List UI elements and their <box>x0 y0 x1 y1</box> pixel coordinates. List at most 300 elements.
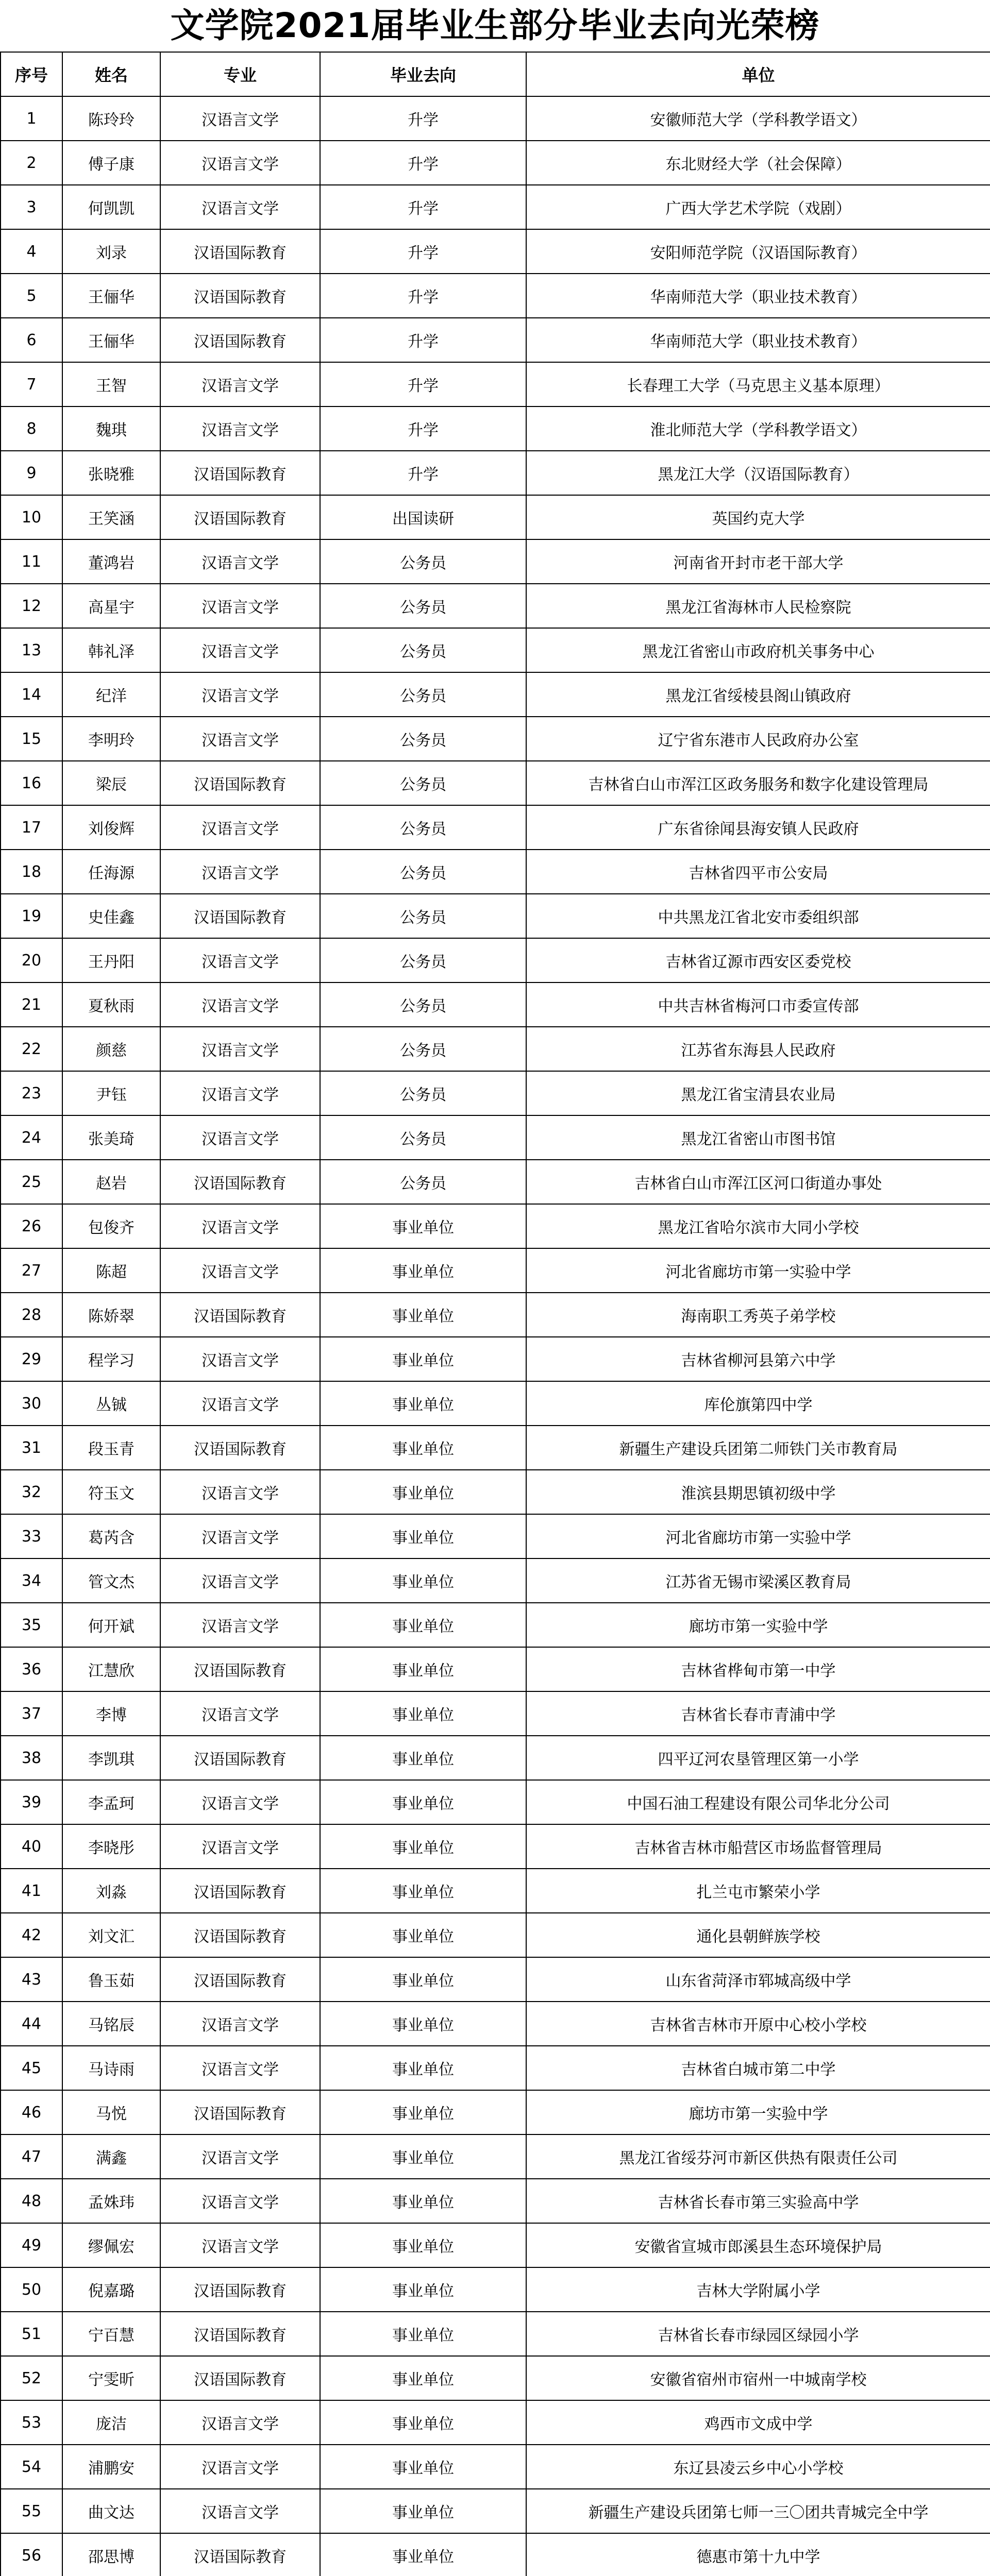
cell-employer: 海南职工秀英子弟学校 <box>526 1293 990 1337</box>
cell-name: 管文杰 <box>62 1558 160 1603</box>
cell-name: 马悦 <box>62 2090 160 2134</box>
cell-destination: 事业单位 <box>320 2356 526 2400</box>
cell-employer: 长春理工大学（马克思主义基本原理） <box>526 362 990 406</box>
cell-employer: 廊坊市第一实验中学 <box>526 1603 990 1647</box>
table-row <box>1 451 990 495</box>
cell-destination: 升学 <box>320 362 526 406</box>
table-row <box>1 1071 990 1115</box>
cell-major: 汉语言文学 <box>160 539 320 584</box>
cell-index: 45 <box>1 2046 62 2090</box>
honor-roll-table <box>0 52 990 2576</box>
cell-employer: 黑龙江省密山市图书馆 <box>526 1115 990 1160</box>
table-row <box>1 362 990 406</box>
table-row <box>1 274 990 318</box>
cell-index: 48 <box>1 2179 62 2223</box>
cell-name: 王俪华 <box>62 274 160 318</box>
cell-employer: 中国石油工程建设有限公司华北分公司 <box>526 1780 990 1824</box>
table-row <box>1 1115 990 1160</box>
cell-name: 刘俊辉 <box>62 805 160 850</box>
cell-destination: 公务员 <box>320 982 526 1027</box>
table-row <box>1 229 990 274</box>
cell-employer: 吉林大学附属小学 <box>526 2267 990 2312</box>
cell-name: 史佳鑫 <box>62 894 160 938</box>
cell-name: 段玉青 <box>62 1426 160 1470</box>
cell-name: 程学习 <box>62 1337 160 1381</box>
cell-name: 李凯琪 <box>62 1736 160 1780</box>
cell-major: 汉语国际教育 <box>160 451 320 495</box>
cell-major: 汉语国际教育 <box>160 1869 320 1913</box>
cell-name: 倪嘉璐 <box>62 2267 160 2312</box>
cell-major: 汉语国际教育 <box>160 1293 320 1337</box>
cell-destination: 事业单位 <box>320 2179 526 2223</box>
cell-index: 23 <box>1 1071 62 1115</box>
table-row <box>1 2002 990 2046</box>
cell-major: 汉语国际教育 <box>160 2312 320 2356</box>
cell-major: 汉语言文学 <box>160 1824 320 1869</box>
cell-employer: 新疆生产建设兵团第七师一三〇团共青城完全中学 <box>526 2489 990 2533</box>
table-row <box>1 1027 990 1071</box>
table-row <box>1 141 990 185</box>
cell-name: 刘淼 <box>62 1869 160 1913</box>
header-index: 序号 <box>1 52 62 96</box>
cell-major: 汉语言文学 <box>160 1381 320 1426</box>
cell-index: 44 <box>1 2002 62 2046</box>
table-row <box>1 850 990 894</box>
cell-name: 浦鹏安 <box>62 2445 160 2489</box>
cell-name: 陈玲玲 <box>62 96 160 141</box>
cell-major: 汉语言文学 <box>160 2400 320 2445</box>
cell-name: 葛芮含 <box>62 1514 160 1558</box>
cell-employer: 江苏省东海县人民政府 <box>526 1027 990 1071</box>
cell-destination: 事业单位 <box>320 1691 526 1736</box>
cell-name: 马铭辰 <box>62 2002 160 2046</box>
cell-destination: 事业单位 <box>320 1337 526 1381</box>
cell-name: 满鑫 <box>62 2134 160 2179</box>
cell-major: 汉语言文学 <box>160 2179 320 2223</box>
cell-destination: 升学 <box>320 96 526 141</box>
cell-name: 夏秋雨 <box>62 982 160 1027</box>
cell-major: 汉语言文学 <box>160 1603 320 1647</box>
cell-index: 43 <box>1 1957 62 2002</box>
cell-name: 李孟珂 <box>62 1780 160 1824</box>
cell-index: 54 <box>1 2445 62 2489</box>
cell-major: 汉语言文学 <box>160 1514 320 1558</box>
table-row <box>1 1869 990 1913</box>
cell-major: 汉语言文学 <box>160 185 320 229</box>
cell-employer: 中共吉林省梅河口市委宣传部 <box>526 982 990 1027</box>
cell-index: 7 <box>1 362 62 406</box>
cell-destination: 公务员 <box>320 850 526 894</box>
cell-major: 汉语言文学 <box>160 1558 320 1603</box>
cell-name: 江慧欣 <box>62 1647 160 1691</box>
cell-index: 13 <box>1 628 62 672</box>
cell-major: 汉语言文学 <box>160 1071 320 1115</box>
cell-destination: 事业单位 <box>320 1381 526 1426</box>
cell-destination: 事业单位 <box>320 1647 526 1691</box>
cell-destination: 公务员 <box>320 628 526 672</box>
cell-name: 何凯凯 <box>62 185 160 229</box>
cell-index: 10 <box>1 495 62 539</box>
cell-destination: 事业单位 <box>320 1913 526 1957</box>
header-destination: 毕业去向 <box>320 52 526 96</box>
cell-destination: 升学 <box>320 406 526 451</box>
cell-index: 35 <box>1 1603 62 1647</box>
cell-employer: 通化县朝鲜族学校 <box>526 1913 990 1957</box>
cell-employer: 吉林省柳河县第六中学 <box>526 1337 990 1381</box>
cell-name: 赵岩 <box>62 1160 160 1204</box>
cell-name: 宁百慧 <box>62 2312 160 2356</box>
cell-index: 11 <box>1 539 62 584</box>
cell-employer: 吉林省四平市公安局 <box>526 850 990 894</box>
cell-index: 38 <box>1 1736 62 1780</box>
cell-employer: 华南师范大学（职业技术教育） <box>526 274 990 318</box>
table-row <box>1 761 990 805</box>
cell-employer: 江苏省无锡市梁溪区教育局 <box>526 1558 990 1603</box>
cell-name: 纪洋 <box>62 672 160 717</box>
cell-destination: 事业单位 <box>320 1204 526 1248</box>
cell-name: 鲁玉茹 <box>62 1957 160 2002</box>
header-name: 姓名 <box>62 52 160 96</box>
table-row <box>1 1824 990 1869</box>
cell-major: 汉语国际教育 <box>160 1957 320 2002</box>
cell-name: 王丹阳 <box>62 938 160 982</box>
cell-destination: 公务员 <box>320 672 526 717</box>
table-row <box>1 2312 990 2356</box>
cell-name: 董鸿岩 <box>62 539 160 584</box>
cell-index: 32 <box>1 1470 62 1514</box>
cell-employer: 廊坊市第一实验中学 <box>526 2090 990 2134</box>
cell-employer: 黑龙江省绥棱县阁山镇政府 <box>526 672 990 717</box>
cell-name: 刘文汇 <box>62 1913 160 1957</box>
cell-destination: 公务员 <box>320 894 526 938</box>
cell-major: 汉语言文学 <box>160 2046 320 2090</box>
cell-destination: 公务员 <box>320 539 526 584</box>
cell-major: 汉语国际教育 <box>160 2090 320 2134</box>
table-row <box>1 2267 990 2312</box>
cell-destination: 事业单位 <box>320 2400 526 2445</box>
cell-major: 汉语言文学 <box>160 1470 320 1514</box>
cell-major: 汉语言文学 <box>160 717 320 761</box>
cell-name: 符玉文 <box>62 1470 160 1514</box>
cell-employer: 东北财经大学（社会保障） <box>526 141 990 185</box>
cell-employer: 广西大学艺术学院（戏剧） <box>526 185 990 229</box>
cell-major: 汉语国际教育 <box>160 894 320 938</box>
cell-name: 庞洁 <box>62 2400 160 2445</box>
cell-name: 李博 <box>62 1691 160 1736</box>
cell-index: 55 <box>1 2489 62 2533</box>
cell-name: 任海源 <box>62 850 160 894</box>
cell-name: 刘录 <box>62 229 160 274</box>
cell-destination: 公务员 <box>320 584 526 628</box>
cell-destination: 事业单位 <box>320 2090 526 2134</box>
cell-destination: 公务员 <box>320 717 526 761</box>
cell-index: 50 <box>1 2267 62 2312</box>
cell-index: 12 <box>1 584 62 628</box>
table-row <box>1 1426 990 1470</box>
cell-employer: 黑龙江省哈尔滨市大同小学校 <box>526 1204 990 1248</box>
cell-index: 26 <box>1 1204 62 1248</box>
cell-employer: 黑龙江省宝清县农业局 <box>526 1071 990 1115</box>
cell-employer: 德惠市第十九中学 <box>526 2533 990 2576</box>
cell-major: 汉语言文学 <box>160 1780 320 1824</box>
cell-name: 何开斌 <box>62 1603 160 1647</box>
table-row <box>1 2223 990 2267</box>
cell-index: 40 <box>1 1824 62 1869</box>
cell-index: 15 <box>1 717 62 761</box>
cell-index: 24 <box>1 1115 62 1160</box>
table-row <box>1 1691 990 1736</box>
cell-destination: 事业单位 <box>320 2533 526 2576</box>
cell-name: 张美琦 <box>62 1115 160 1160</box>
cell-index: 37 <box>1 1691 62 1736</box>
table-row <box>1 1248 990 1293</box>
cell-destination: 事业单位 <box>320 1514 526 1558</box>
cell-index: 39 <box>1 1780 62 1824</box>
cell-employer: 英国约克大学 <box>526 495 990 539</box>
cell-destination: 升学 <box>320 141 526 185</box>
cell-name: 王俪华 <box>62 318 160 362</box>
cell-employer: 河南省开封市老干部大学 <box>526 539 990 584</box>
cell-employer: 安徽省宿州市宿州一中城南学校 <box>526 2356 990 2400</box>
cell-name: 曲文达 <box>62 2489 160 2533</box>
header-employer: 单位 <box>526 52 990 96</box>
cell-index: 3 <box>1 185 62 229</box>
cell-major: 汉语言文学 <box>160 1337 320 1381</box>
cell-name: 马诗雨 <box>62 2046 160 2090</box>
cell-employer: 淮滨县期思镇初级中学 <box>526 1470 990 1514</box>
table-row <box>1 539 990 584</box>
table-row <box>1 628 990 672</box>
table-row <box>1 185 990 229</box>
table-row <box>1 2489 990 2533</box>
cell-destination: 公务员 <box>320 761 526 805</box>
cell-destination: 事业单位 <box>320 2134 526 2179</box>
cell-destination: 事业单位 <box>320 1603 526 1647</box>
cell-name: 张晓雅 <box>62 451 160 495</box>
table-row <box>1 2046 990 2090</box>
cell-name: 王笑涵 <box>62 495 160 539</box>
cell-employer: 吉林省长春市绿园区绿园小学 <box>526 2312 990 2356</box>
cell-name: 陈超 <box>62 1248 160 1293</box>
cell-name: 魏琪 <box>62 406 160 451</box>
table-row <box>1 672 990 717</box>
cell-destination: 事业单位 <box>320 1824 526 1869</box>
cell-employer: 安徽省宣城市郎溪县生态环境保护局 <box>526 2223 990 2267</box>
table-row <box>1 1381 990 1426</box>
cell-index: 8 <box>1 406 62 451</box>
cell-employer: 扎兰屯市繁荣小学 <box>526 1869 990 1913</box>
cell-major: 汉语国际教育 <box>160 1913 320 1957</box>
cell-destination: 事业单位 <box>320 1780 526 1824</box>
table-row <box>1 1913 990 1957</box>
table-body <box>1 96 990 2576</box>
cell-employer: 吉林省白城市第二中学 <box>526 2046 990 2090</box>
cell-major: 汉语言文学 <box>160 1204 320 1248</box>
cell-index: 14 <box>1 672 62 717</box>
cell-major: 汉语言文学 <box>160 1027 320 1071</box>
cell-major: 汉语言文学 <box>160 2223 320 2267</box>
cell-name: 孟姝玮 <box>62 2179 160 2223</box>
cell-employer: 吉林省吉林市开原中心校小学校 <box>526 2002 990 2046</box>
cell-major: 汉语言文学 <box>160 982 320 1027</box>
table-header-row <box>1 52 990 96</box>
cell-major: 汉语言文学 <box>160 1115 320 1160</box>
cell-major: 汉语国际教育 <box>160 1736 320 1780</box>
cell-employer: 吉林省白山市浑江区河口街道办事处 <box>526 1160 990 1204</box>
cell-destination: 升学 <box>320 318 526 362</box>
table-row <box>1 1514 990 1558</box>
cell-major: 汉语言文学 <box>160 850 320 894</box>
table-row <box>1 1337 990 1381</box>
table-row <box>1 2090 990 2134</box>
cell-employer: 黑龙江省密山市政府机关事务中心 <box>526 628 990 672</box>
cell-name: 缪佩宏 <box>62 2223 160 2267</box>
cell-index: 49 <box>1 2223 62 2267</box>
cell-destination: 事业单位 <box>320 1426 526 1470</box>
table-row <box>1 1293 990 1337</box>
cell-destination: 事业单位 <box>320 2002 526 2046</box>
cell-destination: 事业单位 <box>320 1293 526 1337</box>
header-major: 专业 <box>160 52 320 96</box>
cell-name: 邵思博 <box>62 2533 160 2576</box>
cell-name: 陈娇翠 <box>62 1293 160 1337</box>
cell-name: 韩礼泽 <box>62 628 160 672</box>
table-row <box>1 982 990 1027</box>
cell-destination: 公务员 <box>320 805 526 850</box>
cell-employer: 安徽师范大学（学科教学语文） <box>526 96 990 141</box>
cell-index: 36 <box>1 1647 62 1691</box>
cell-destination: 升学 <box>320 274 526 318</box>
cell-employer: 吉林省白山市浑江区政务服务和数字化建设管理局 <box>526 761 990 805</box>
cell-index: 2 <box>1 141 62 185</box>
cell-index: 30 <box>1 1381 62 1426</box>
cell-destination: 公务员 <box>320 1115 526 1160</box>
table-row <box>1 318 990 362</box>
cell-employer: 黑龙江省绥芬河市新区供热有限责任公司 <box>526 2134 990 2179</box>
cell-index: 18 <box>1 850 62 894</box>
cell-destination: 升学 <box>320 451 526 495</box>
cell-name: 宁雯昕 <box>62 2356 160 2400</box>
table-row <box>1 2134 990 2179</box>
cell-employer: 广东省徐闻县海安镇人民政府 <box>526 805 990 850</box>
cell-destination: 事业单位 <box>320 2046 526 2090</box>
cell-index: 19 <box>1 894 62 938</box>
table-row <box>1 894 990 938</box>
cell-employer: 黑龙江省海林市人民检察院 <box>526 584 990 628</box>
table-row <box>1 1957 990 2002</box>
cell-major: 汉语国际教育 <box>160 318 320 362</box>
cell-index: 29 <box>1 1337 62 1381</box>
cell-destination: 事业单位 <box>320 1736 526 1780</box>
cell-major: 汉语言文学 <box>160 2002 320 2046</box>
cell-employer: 华南师范大学（职业技术教育） <box>526 318 990 362</box>
cell-employer: 河北省廊坊市第一实验中学 <box>526 1248 990 1293</box>
cell-major: 汉语国际教育 <box>160 2533 320 2576</box>
cell-index: 33 <box>1 1514 62 1558</box>
cell-major: 汉语言文学 <box>160 938 320 982</box>
cell-name: 李晓彤 <box>62 1824 160 1869</box>
cell-index: 31 <box>1 1426 62 1470</box>
cell-index: 27 <box>1 1248 62 1293</box>
cell-major: 汉语言文学 <box>160 2445 320 2489</box>
cell-index: 42 <box>1 1913 62 1957</box>
cell-name: 颜慈 <box>62 1027 160 1071</box>
cell-destination: 事业单位 <box>320 2223 526 2267</box>
page-title: 文学院2021届毕业生部分毕业去向光荣榜 <box>170 6 820 45</box>
cell-destination: 事业单位 <box>320 1248 526 1293</box>
table-row <box>1 2400 990 2445</box>
cell-employer: 吉林省长春市青浦中学 <box>526 1691 990 1736</box>
cell-index: 17 <box>1 805 62 850</box>
cell-major: 汉语国际教育 <box>160 761 320 805</box>
table-row <box>1 1780 990 1824</box>
cell-employer: 吉林省长春市第三实验高中学 <box>526 2179 990 2223</box>
cell-destination: 事业单位 <box>320 1957 526 2002</box>
cell-destination: 事业单位 <box>320 1869 526 1913</box>
table-row <box>1 1160 990 1204</box>
table-row <box>1 1603 990 1647</box>
cell-employer: 吉林省桦甸市第一中学 <box>526 1647 990 1691</box>
cell-major: 汉语言文学 <box>160 406 320 451</box>
cell-major: 汉语国际教育 <box>160 495 320 539</box>
table-row <box>1 495 990 539</box>
table-row <box>1 1204 990 1248</box>
table-row <box>1 96 990 141</box>
cell-name: 王智 <box>62 362 160 406</box>
cell-employer: 山东省菏泽市郓城高级中学 <box>526 1957 990 2002</box>
cell-name: 李明玲 <box>62 717 160 761</box>
cell-destination: 公务员 <box>320 938 526 982</box>
cell-employer: 辽宁省东港市人民政府办公室 <box>526 717 990 761</box>
cell-index: 6 <box>1 318 62 362</box>
cell-major: 汉语言文学 <box>160 1248 320 1293</box>
cell-name: 傅子康 <box>62 141 160 185</box>
cell-destination: 升学 <box>320 229 526 274</box>
cell-destination: 公务员 <box>320 1027 526 1071</box>
cell-employer: 安阳师范学院（汉语国际教育） <box>526 229 990 274</box>
cell-major: 汉语国际教育 <box>160 2267 320 2312</box>
cell-index: 53 <box>1 2400 62 2445</box>
cell-name: 包俊齐 <box>62 1204 160 1248</box>
cell-employer: 吉林省吉林市船营区市场监督管理局 <box>526 1824 990 1869</box>
cell-major: 汉语国际教育 <box>160 229 320 274</box>
cell-destination: 事业单位 <box>320 2312 526 2356</box>
cell-destination: 事业单位 <box>320 2489 526 2533</box>
cell-destination: 公务员 <box>320 1071 526 1115</box>
cell-major: 汉语言文学 <box>160 672 320 717</box>
cell-index: 25 <box>1 1160 62 1204</box>
table-row <box>1 584 990 628</box>
cell-employer: 鸡西市文成中学 <box>526 2400 990 2445</box>
cell-destination: 公务员 <box>320 1160 526 1204</box>
cell-name: 尹钰 <box>62 1071 160 1115</box>
cell-index: 5 <box>1 274 62 318</box>
cell-major: 汉语言文学 <box>160 584 320 628</box>
table-row <box>1 1470 990 1514</box>
cell-employer: 吉林省辽源市西安区委党校 <box>526 938 990 982</box>
cell-employer: 河北省廊坊市第一实验中学 <box>526 1514 990 1558</box>
cell-major: 汉语言文学 <box>160 96 320 141</box>
cell-major: 汉语国际教育 <box>160 1160 320 1204</box>
cell-index: 9 <box>1 451 62 495</box>
table-row <box>1 406 990 451</box>
cell-major: 汉语国际教育 <box>160 1647 320 1691</box>
cell-destination: 事业单位 <box>320 2267 526 2312</box>
table-row <box>1 717 990 761</box>
cell-index: 4 <box>1 229 62 274</box>
table-row <box>1 938 990 982</box>
cell-major: 汉语国际教育 <box>160 2356 320 2400</box>
